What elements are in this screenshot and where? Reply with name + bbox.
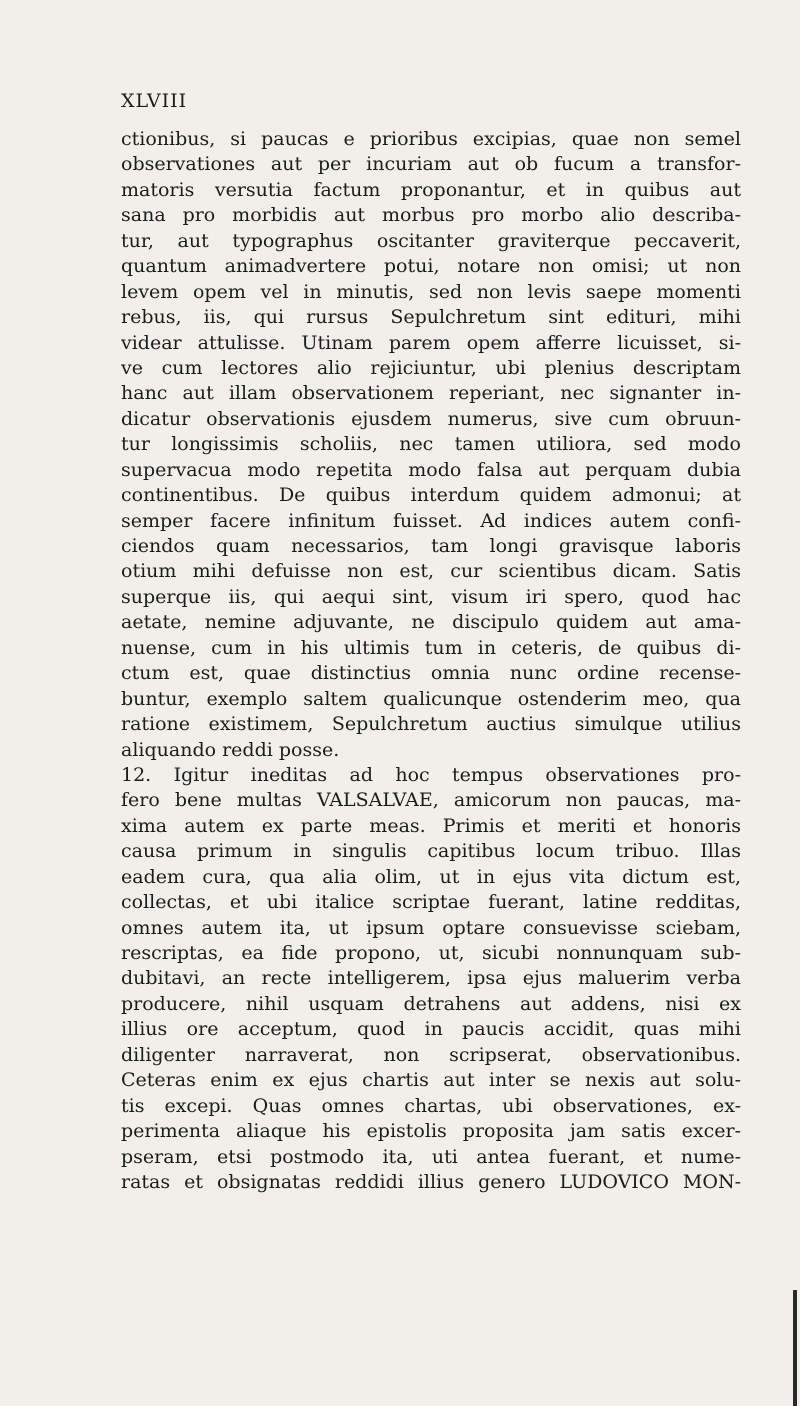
text-line: ratas et obsignatas reddidi illius genero LUDOVICO MON- bbox=[121, 1170, 741, 1193]
text-line: nuense, cum in his ultimis tum in ceteris, de quibus di- bbox=[121, 636, 741, 659]
text-line: observationes aut per incuriam aut ob fucum a transfor- bbox=[121, 153, 741, 176]
text-line: aliquando reddi posse. bbox=[121, 738, 340, 761]
text-line: rescriptas, ea fide propono, ut, sicubi nonnunquam sub- bbox=[121, 942, 741, 964]
text-line: quantum animadvertere potui, notare non omisi; ut non bbox=[121, 255, 741, 278]
text-line: rebus, iis, qui rursus Sepulchretum sint edituri, mihi bbox=[121, 306, 741, 329]
text-line: ciendos quam necessarios, tam longi gravisque laboris bbox=[121, 535, 741, 557]
text-line: tur longissimis scholiis, nec tamen utiliora, sed modo bbox=[121, 433, 741, 456]
text-line: sana pro morbidis aut morbus pro morbo alio describa- bbox=[121, 204, 741, 227]
text-line: eadem cura, qua alia olim, ut in ejus vita dictum est, bbox=[121, 865, 741, 888]
text-line: buntur, exemplo saltem qualicunque ostenderim meo, qua bbox=[121, 687, 741, 710]
text-line: perimenta aliaque his epistolis proposita jam satis excer- bbox=[121, 1120, 741, 1143]
text-line: dubitavi, an recte intelligerem, ipsa ejus maluerim verba bbox=[121, 967, 741, 990]
text-line: ratione existimem, Sepulchretum auctius simulque utilius bbox=[121, 713, 741, 736]
text-line: dicatur observationis ejusdem numerus, sive cum obruun- bbox=[121, 407, 741, 430]
text-line: omnes autem ita, ut ipsum optare consuevisse sciebam, bbox=[121, 916, 741, 939]
text-line: videar attulisse. Utinam parem opem afferre licuisset, si- bbox=[121, 331, 741, 354]
text-line: tur, aut typographus oscitanter graviterque peccaverit, bbox=[121, 229, 741, 252]
text-line: superque iis, qui aequi sint, visum iri spero, quod hac bbox=[121, 585, 741, 608]
text-line: 12. Igitur ineditas ad hoc tempus observationes pro- bbox=[121, 763, 741, 786]
page-number: XLVIII bbox=[121, 90, 188, 112]
text-line: semper facere infinitum fuisset. Ad indices autem confi- bbox=[121, 509, 741, 532]
text-line: pseram, etsi postmodo ita, uti antea fuerant, et nume- bbox=[121, 1145, 741, 1168]
text-line: Ceteras enim ex ejus chartis aut inter se nexis aut solu- bbox=[121, 1069, 741, 1092]
text-line: xima autem ex parte meas. Primis et meriti et honoris bbox=[121, 814, 741, 837]
text-line: matoris versutia factum proponantur, et in quibus aut bbox=[121, 178, 741, 201]
text-line: hanc aut illam observationem reperiant, nec signanter in- bbox=[121, 382, 741, 405]
text-line: continentibus. De quibus interdum quidem admonui; at bbox=[121, 484, 741, 507]
text-line: ctum est, quae distinctius omnia nunc ordine recense- bbox=[121, 662, 741, 685]
text-line: ve cum lectores alio rejiciuntur, ubi plenius descriptam bbox=[121, 356, 741, 379]
text-line: producere, nihil usquam detrahens aut addens, nisi ex bbox=[121, 992, 741, 1015]
text-line: levem opem vel in minutis, sed non levis saepe momenti bbox=[121, 280, 741, 303]
text-line: collectas, et ubi italice scriptae fuerant, latine redditas, bbox=[121, 891, 741, 914]
text-line: otium mihi defuisse non est, cur scientibus dicam. Satis bbox=[121, 560, 741, 583]
scan-edge-mark bbox=[793, 1290, 797, 1406]
body-text bbox=[121, 127, 741, 1195]
text-line: tis excepi. Quas omnes chartas, ubi observationes, ex- bbox=[121, 1094, 741, 1117]
text-line: illius ore acceptum, quod in paucis accidit, quas mihi bbox=[121, 1018, 741, 1041]
text-line: causa primum in singulis capitibus locum tribuo. Illas bbox=[121, 840, 741, 863]
text-line: supervacua modo repetita modo falsa aut perquam dubia bbox=[121, 458, 741, 481]
text-line: diligenter narraverat, non scripserat, observationibus. bbox=[121, 1043, 741, 1066]
text-line: aetate, nemine adjuvante, ne discipulo quidem aut ama- bbox=[121, 611, 741, 634]
text-line: fero bene multas VALSALVAE, amicorum non paucas, ma- bbox=[121, 789, 741, 812]
text-line: ctionibus, si paucas e prioribus excipias, quae non semel bbox=[121, 128, 741, 150]
